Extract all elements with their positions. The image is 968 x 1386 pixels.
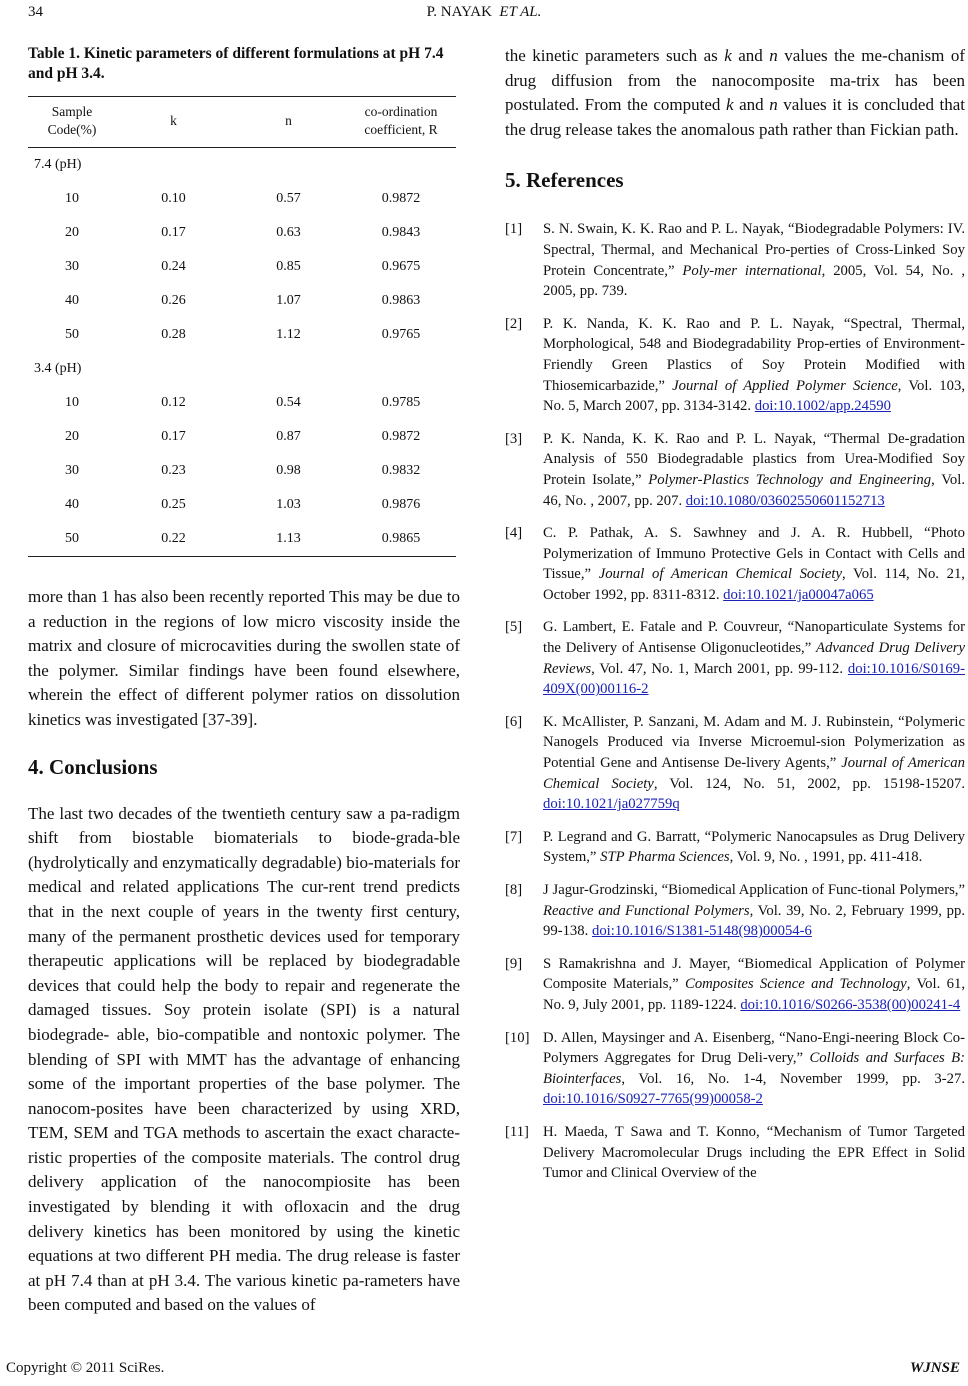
sample-code-cell: 20 (65, 225, 79, 240)
sample-code-cell: 50 (65, 327, 79, 342)
doi-link[interactable]: doi:10.1016/S0927-7765(99)00058-2 (543, 1091, 763, 1108)
reference-item (505, 1028, 965, 1110)
ph-group-label: 7.4 (pH) (34, 157, 82, 172)
variable-n: n (769, 95, 778, 115)
table-caption: Table 1. Kinetic parameters of different formulations at pH 7.4 and pH 3.4. (28, 45, 444, 82)
conclusions-heading: 4. Conclusions (28, 754, 158, 779)
n-cell: 0.87 (276, 429, 301, 444)
table-row (28, 522, 456, 557)
reference-journal: Colloids and Surfaces B: Biointerfaces (543, 1050, 965, 1087)
sample-code-cell: 40 (65, 497, 79, 512)
reference-number: [2] (505, 315, 523, 332)
r-cell: 0.9675 (381, 259, 421, 274)
ph-group-label: 3.4 (pH) (34, 361, 82, 376)
k-cell: 0.10 (161, 191, 186, 206)
reference-item (505, 429, 965, 511)
doi-link[interactable]: doi:10.1016/S0266-3538(00)00241-4 (740, 996, 961, 1013)
reference-text: P. Legrand and G. Barratt, “Polymeric Nanocapsules as Drug Delivery System,” STP Pharma Sciences, Vol. 9, No. , 1991, pp. 411-418. (543, 828, 965, 866)
table-row (28, 216, 456, 250)
n-cell: 1.07 (276, 293, 301, 308)
n-cell: 0.98 (276, 463, 301, 478)
r-cell: 0.9872 (381, 429, 421, 444)
k-cell: 0.22 (116, 522, 231, 557)
reference-item (505, 954, 965, 1016)
sample-code-cell: 20 (65, 429, 79, 444)
r-cell: 0.9765 (381, 327, 421, 342)
n-cell: 0.57 (276, 191, 301, 206)
variable-k: k (725, 95, 734, 115)
reference-journal: Journal of American Chemical Society (598, 566, 842, 583)
k-cell: 0.25 (161, 497, 186, 512)
table-row (28, 284, 456, 318)
reference-number: [4] (505, 525, 523, 542)
reference-number: [3] (505, 430, 523, 447)
doi-link[interactable]: doi:10.1021/ja00047a065 (723, 586, 874, 603)
running-title (0, 4, 968, 21)
header-coefficient: co-ordination coefficient, R (346, 97, 456, 148)
reference-number: [1] (505, 221, 523, 238)
doi-link[interactable]: doi:10.1002/app.24590 (754, 398, 891, 415)
reference-number: [7] (505, 828, 523, 845)
k-cell: 0.17 (161, 225, 186, 240)
r-cell: 0.9872 (381, 191, 421, 206)
reference-text: H. Maeda, T Sawa and T. Konno, “Mechanism of Tumor Targeted Delivery Macromolecular Drugs including the EPR Effect in Solid Tumor and Clinical Overview of the (543, 1123, 965, 1182)
reference-number: [5] (505, 619, 523, 636)
kinetic-parameters-table (28, 96, 456, 557)
table-row (28, 454, 456, 488)
table-header-row (28, 97, 456, 148)
n-cell: 0.63 (276, 225, 301, 240)
reference-text: D. Allen, Maysinger and A. Eisenberg, “Nano-Engi-neering Block Co-Polymers Aggregates for Drug Deli-very,” Colloids and Surfaces B: Biointerfaces, Vol. 16, No. 1-4, November 1999, pp. 3-27. doi:10.1016/S0927-7765(99)00058-2 (543, 1029, 965, 1108)
table-row (28, 182, 456, 216)
reference-text: S. N. Swain, K. K. Rao and P. L. Nayak, “Biodegradable Polymers: IV. Spectral, Thermal, and Mechanical Pro-perties of Cross-Linked Soy Protein Concentrate,” Poly-mer international, 2005, Vol. 54, No. , 2005, pp. 739. (543, 221, 966, 300)
reference-journal: Journal of Applied Polymer Science (672, 377, 898, 394)
reference-item (505, 219, 965, 301)
reference-item (505, 827, 965, 868)
reference-text: G. Lambert, E. Fatale and P. Couvreur, “Nanoparticulate Systems for the Delivery of Antisense Oligonucleotides,” Advanced Drug Delivery Reviews, Vol. 47, No. 1, March 2001, pp. 99-112. doi:10.1016/S0169-409X(00)00116-2 (543, 619, 965, 698)
r-cell: 0.9832 (381, 463, 421, 478)
reference-item (505, 880, 965, 942)
n-cell: 1.13 (231, 522, 346, 557)
sample-code-cell: 10 (65, 395, 79, 410)
reference-journal: Composites Science and Technology (685, 976, 907, 993)
sample-code-cell: 30 (65, 259, 79, 274)
reference-text: P. K. Nanda, K. K. Rao and P. L. Nayak, “Thermal De-gradation Analysis of 550 Biodegradable plastics from Urea-Modified Soy Protein Isolate,” Polymer-Plastics Technology and Engineering, Vol. 46, No. , 2007, pp. 207. doi:10.1080/03602550601152713 (543, 430, 965, 509)
table-group-row (28, 148, 456, 183)
n-cell: 1.03 (276, 497, 301, 512)
reference-text: P. K. Nanda, K. K. Rao and P. L. Nayak, “Spectral, Thermal, Morphological, 548 and Biodegradability Prop-erties of Environment-Friendly Green Plastics of Soy Protein Modified with Thiosemicarbazide,” Journal of Applied Polymer Science, Vol. 103, No. 5, March 2007, pp. 3134-3142. doi:10.1002/app.24590 (543, 315, 966, 415)
doi-link[interactable]: doi:10.1016/S1381-5148(98)00054-6 (591, 923, 812, 940)
running-title-authors: P. NAYAK (426, 4, 492, 20)
reference-journal: Poly-mer international (682, 262, 822, 279)
table-row (28, 318, 456, 352)
reference-text: C. P. Pathak, A. S. Sawhney and J. A. R. Hubbell, “Photo Polymerization of Immuno Protective Gels in Contact with Cells and Tissue,” Journal of American Chemical Society, Vol. 114, No. 21, October 1992, pp. 8311-8312. doi:10.1021/ja00047a065 (543, 525, 965, 603)
reference-journal: Journal of American Chemical Society (543, 755, 965, 792)
sample-code-cell: 30 (65, 463, 79, 478)
table-row (28, 420, 456, 454)
right-column (505, 44, 965, 1196)
copyright: Copyright © 2011 SciRes. (6, 1360, 165, 1376)
reference-text: K. McAllister, P. Sanzani, M. Adam and M. J. Rubinstein, “Polymeric Nanogels Produced via Inverse Microemul-sion Polymerization as Potential Gene and Antisense De-livery Agents,” Journal of American Chemical Society, Vol. 124, No. 51, 2002, pp. 15198-15207. doi:10.1021/ja027759q (543, 713, 965, 813)
table-row (28, 386, 456, 420)
reference-journal: STP Pharma Sciences (600, 849, 730, 866)
k-cell: 0.17 (161, 429, 186, 444)
header-k: k (116, 97, 231, 148)
reference-text: S Ramakrishna and J. Mayer, “Biomedical Application of Polymer Composite Materials,” Composites Science and Technology, Vol. 61, No. 9, July 2001, pp. 1189-1224. doi:10.1016/S0266-3538(00)00241-4 (543, 955, 965, 1013)
doi-link[interactable]: doi:10.1021/ja027759q (543, 796, 680, 813)
reference-number: [8] (505, 882, 523, 898)
r-cell: 0.9863 (381, 293, 421, 308)
n-cell: 0.54 (276, 395, 301, 410)
reference-item (505, 617, 965, 699)
header-n: n (231, 97, 346, 148)
table-body (28, 148, 456, 557)
reference-item (505, 1122, 965, 1184)
conclusions-paragraph: The last two decades of the twentieth century saw a pa-radigm shift from biostable biomaterials to biode-grada-ble (hydrolytically and enzymatically degradable) bio-materials for medical and related applications The cur-rent trend predicts that in the next couple of years in the twenty first century, many of the permanent prosthetic devices used for temporary therapeutic applications will be replaced by biodegradable devices that could help the body to repair and regenerate the damaged tissues. Soy protein isolate (SPI) is a natural biodegrade- able, bio-compatible and nontoxic polymer. The blending of SPI with MMT has the advantage of enhancing some of the important properties of the base polymer. The nanocom-posites have been characterized by using XRD, TEM, SEM and TGA methods to ascertain the exact characte-ristic properties of the composite materials. The control drug delivery application of the nanocompiosite has been investigated by blending it with ofloxacin and the drug delivery kinetics has been monitored by using the kinetic equations at two different PH media. The drug release is faster at pH 7.4 than at pH 3.4. The various kinetic pa-rameters have been computed and based on the values of (28, 803, 460, 1315)
reference-item (505, 712, 965, 815)
doi-link[interactable]: doi:10.1016/S0169-409X(00)00116-2 (543, 660, 965, 698)
header-sample-code: Sample Code(%) (28, 97, 116, 148)
k-cell: 0.26 (161, 293, 186, 308)
r-cell: 0.9876 (381, 497, 421, 512)
sample-code-cell: 40 (65, 293, 79, 308)
sample-code-cell: 10 (65, 191, 79, 206)
n-cell: 1.12 (276, 327, 301, 342)
k-cell: 0.12 (161, 395, 186, 410)
reference-number: [9] (505, 955, 523, 972)
reference-number: [10] (505, 1029, 530, 1046)
sample-code-cell: 50 (28, 522, 116, 557)
page-number: 34 (28, 4, 43, 20)
variable-n: n (769, 46, 778, 65)
n-cell: 0.85 (276, 259, 301, 274)
k-cell: 0.23 (161, 463, 186, 478)
reference-list (505, 219, 965, 1183)
k-cell: 0.24 (161, 259, 186, 274)
running-title-etal: ET AL. (499, 4, 542, 20)
table-row (28, 250, 456, 284)
reference-journal: Reactive and Functional Polymers (543, 902, 750, 919)
r-cell: 0.9843 (381, 225, 421, 240)
k-cell: 0.28 (161, 327, 186, 342)
doi-link[interactable]: doi:10.1080/03602550601152713 (685, 492, 885, 509)
r-cell: 0.9785 (381, 395, 421, 410)
reference-item (505, 523, 965, 605)
results-paragraph: more than 1 has also been recently reported This may be due to a reduction in the regions of low micro viscosity inside the matrix and closure of microcavities during the swollen state of the polymer. Similar findings have been found elsewhere, wherein the effect of different polymer ratios on dissolution kinetics was investigated [37-39]. (28, 587, 460, 729)
reference-item (505, 314, 965, 417)
journal-abbreviation: WJNSE (909, 1360, 960, 1376)
left-column (28, 44, 460, 1318)
reference-journal: Polymer-Plastics Technology and Engineering (648, 471, 932, 488)
reference-number: [11] (505, 1123, 529, 1140)
reference-text: J Jagur-Grodzinski, “Biomedical Application of Func-tional Polymers,” Reactive and Functional Polymers, Vol. 39, No. 2, February 1999, pp. 99-138. doi:10.1016/S1381-5148(98)00054-6 (543, 882, 965, 940)
reference-journal: Advanced Drug Delivery Reviews (543, 640, 965, 677)
conclusions-continuation: the kinetic parameters such as k and n values the me-chanism of drug diffusion from the nanocomposite ma-trix has been postulated. From the computed k and n values it is concluded that the drug release takes the anomalous path rather than Fickian path. (505, 46, 966, 139)
table-row (28, 488, 456, 522)
r-cell: 0.9865 (346, 522, 456, 557)
variable-k: k (724, 46, 732, 65)
table-group-row (28, 352, 456, 386)
reference-number: [6] (505, 713, 523, 730)
references-heading: 5. References (505, 168, 624, 193)
